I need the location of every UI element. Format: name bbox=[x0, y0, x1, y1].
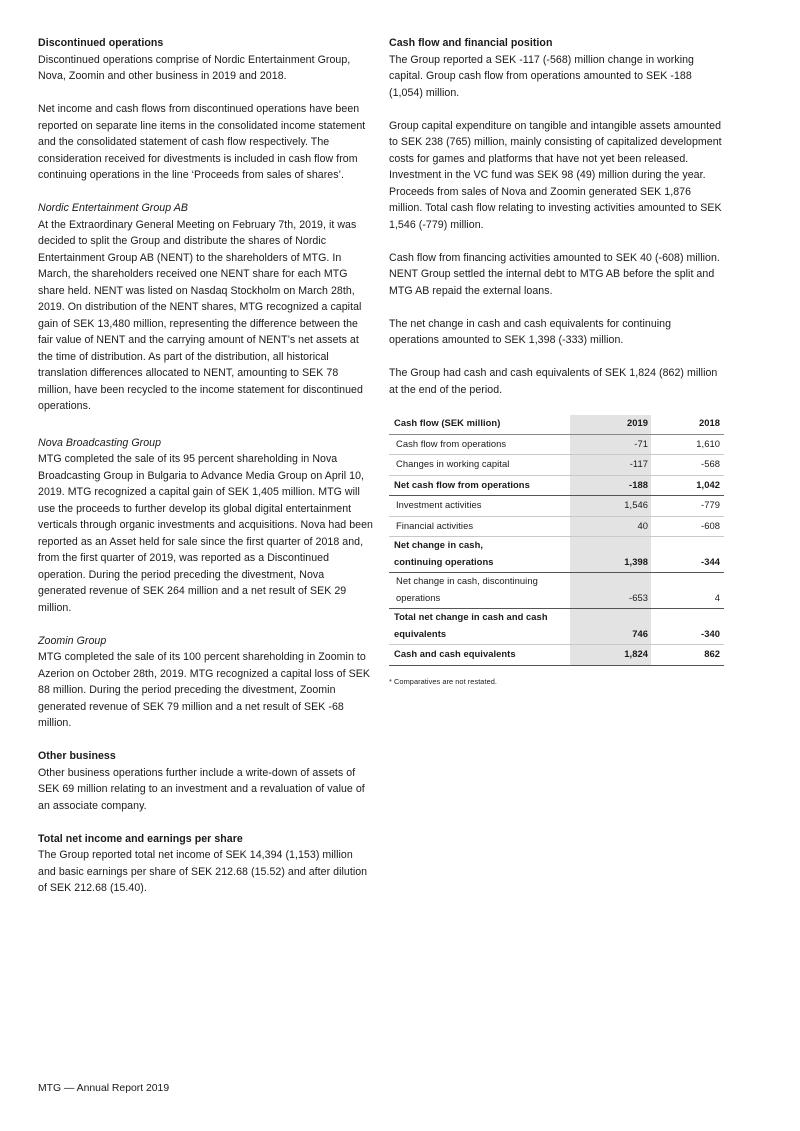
row-2018: -779 bbox=[651, 496, 724, 517]
table-row bbox=[389, 475, 724, 496]
table-row bbox=[389, 645, 724, 666]
section-body: The Group had cash and cash equivalents of SEK 1,824 (862) million at the end of the period. bbox=[389, 367, 718, 396]
section-body: The net change in cash and cash equivalents for continuing operations amounted to SEK 1,398 (-333) million. bbox=[389, 317, 672, 346]
section-cash-flow-financial-position bbox=[389, 35, 724, 101]
table-header-row bbox=[389, 415, 724, 435]
section-total-net-income bbox=[38, 831, 373, 897]
section-body: At the Extraordinary General Meeting on February 7th, 2019, it was decided to split the Group and distribute the shares of Nordic Entertainment Group AB (NENT) to the shareholders of MTG. In March, the shareholders received one NENT share for each MTG share held. NENT was listed on Nasdaq Stockholm on March 28th, 2019. On distribution of the NENT shares, MTG recognized a capital gain of SEK 13,480 million, representing the difference between the fair value of NENT and the carrying amount of NENT’s net assets at the time of distribution. As part of the distribution, all historical translation differences allocated to NENT, amounting to SEK 78 million, have been recycled to the income statement for discontinued operations. bbox=[38, 218, 363, 412]
section-heading: Other business bbox=[38, 750, 116, 762]
section-zoomin bbox=[38, 633, 373, 732]
row-label: Net cash flow from operations bbox=[389, 475, 570, 496]
row-2018: 1,042 bbox=[651, 475, 724, 496]
row-label: Financial activities bbox=[389, 516, 570, 537]
row-2018: -340 bbox=[651, 609, 724, 645]
row-label-line2: continuing operations bbox=[394, 555, 494, 567]
left-column bbox=[38, 35, 373, 913]
row-2018: 862 bbox=[651, 645, 724, 666]
section-body: MTG completed the sale of its 95 percent shareholding in Nova Broadcasting Group in Bulgaria to Advance Media Group on April 10, 2019. MTG recognized a capital gain of SEK 1,405 million. MTG will use the proceeds to further develop its global digital entertainment verticals through organic investments and acquisitions. Nova had been reported as an Asset held for sale since the first quarter of 2018 and, from the first quarter of 2019, was reported as a Discontinued operation. During the period preceding the divestment, Nova generated revenue of SEK 264 million and a net result of SEK 29 million. bbox=[38, 453, 373, 614]
row-label: Cash flow from operations bbox=[389, 434, 570, 455]
row-label-line2: equivalents bbox=[394, 627, 447, 639]
row-2018: -568 bbox=[651, 455, 724, 476]
row-2018: 1,610 bbox=[651, 434, 724, 455]
row-label-line1: Total net change in cash and cash bbox=[394, 611, 548, 622]
row-label bbox=[389, 537, 570, 573]
section-body: Cash flow from financing activities amounted to SEK 40 (-608) million. NENT Group settled the internal debt to MTG AB before the split and MTG AB repaid the external loans. bbox=[389, 251, 720, 297]
section-other-business bbox=[38, 748, 373, 814]
section-financing-activities bbox=[389, 250, 724, 300]
section-body: Group capital expenditure on tangible and intangible assets amounted to SEK 238 (765) million, mainly consisting of capitalized development costs for games and platforms that have not yet been released. Investment in the VC fund was SEK 98 (49) million during the year. Proceeds from sales of Nova and Zoomin generated SEK 1,876 million. Total cash flow relating to investing activities amounted to SEK 1,546 (-779) million. bbox=[389, 119, 722, 231]
row-2018: -344 bbox=[651, 537, 724, 573]
table-row bbox=[389, 573, 724, 609]
section-heading: Total net income and earnings per share bbox=[38, 832, 243, 845]
table-row bbox=[389, 516, 724, 537]
row-2019: -71 bbox=[570, 434, 651, 455]
section-discontinued-operations bbox=[38, 35, 373, 85]
row-label: Cash and cash equivalents bbox=[389, 645, 570, 666]
table-row bbox=[389, 609, 724, 645]
section-nent bbox=[38, 200, 373, 415]
section-heading: Cash flow and financial position bbox=[389, 37, 553, 49]
section-body: MTG completed the sale of its 100 percent shareholding in Zoomin to Azerion on October 28th, 2019. MTG recognized a capital loss of SEK 88 million. During the period preceding the divestment, Zoomin generated revenue of SEK 79 million and a net result of SEK -68 million. bbox=[38, 651, 370, 729]
row-label-line1: Net change in cash, bbox=[394, 539, 483, 550]
section-body: Discontinued operations comprise of Nordic Entertainment Group, Nova, Zoomin and other business in 2019 and 2018. bbox=[38, 53, 351, 82]
row-2019: -653 bbox=[570, 573, 651, 609]
row-2019: -117 bbox=[570, 455, 651, 476]
row-label-line2: operations bbox=[396, 591, 441, 603]
row-label bbox=[389, 573, 570, 609]
cash-flow-table bbox=[389, 415, 724, 666]
row-label: Investment activities bbox=[389, 496, 570, 517]
row-2019: -188 bbox=[570, 475, 651, 496]
section-net-income-cash-flows bbox=[38, 101, 373, 184]
table-row bbox=[389, 434, 724, 455]
section-heading: Nordic Entertainment Group AB bbox=[38, 202, 189, 214]
header-2019: 2019 bbox=[570, 415, 651, 435]
row-label bbox=[389, 609, 570, 645]
row-2019: 1,824 bbox=[570, 645, 651, 666]
row-2018: -608 bbox=[651, 516, 724, 537]
section-body: The Group reported a SEK -117 (-568) million change in working capital. Group cash flow from operations amounted to SEK -188 (1,054) million. bbox=[389, 53, 694, 99]
row-2019: 1,398 bbox=[570, 537, 651, 573]
row-2018: 4 bbox=[651, 573, 724, 609]
section-net-change-continuing bbox=[389, 316, 724, 349]
section-body: Net income and cash flows from discontinued operations have been reported on separate line items in the consolidated income statement and the consolidated statement of cash flow respectively. The consideration received for divestments is included in cash flow from continuing operations in the line ‘Proceeds from sales of shares’. bbox=[38, 103, 366, 181]
table-row bbox=[389, 537, 724, 573]
table-row bbox=[389, 455, 724, 476]
row-label-line1: Net change in cash, discontinuing bbox=[396, 575, 538, 586]
section-body: The Group reported total net income of SEK 14,394 (1,153) million and basic earnings per share of SEK 212.68 (15.52) and after dilution of SEK 212.68 (15.40). bbox=[38, 849, 368, 894]
table-row bbox=[389, 496, 724, 517]
row-label: Changes in working capital bbox=[389, 455, 570, 476]
section-cash-equivalents bbox=[389, 365, 724, 398]
header-2018: 2018 bbox=[651, 415, 724, 435]
cash-flow-table-wrap bbox=[389, 415, 724, 691]
row-2019: 40 bbox=[570, 516, 651, 537]
section-capital-expenditure bbox=[389, 118, 724, 234]
table-footnote: * Comparatives are not restated. bbox=[389, 676, 497, 686]
row-2019: 746 bbox=[570, 609, 651, 645]
section-heading: Nova Broadcasting Group bbox=[38, 436, 162, 449]
header-label: Cash flow (SEK million) bbox=[389, 415, 570, 435]
section-body: Other business operations further include a write-down of assets of SEK 69 million relating to an investment and a revaluation of value of an associate company. bbox=[38, 766, 365, 812]
page-footer: MTG — Annual Report 2019 bbox=[38, 1083, 170, 1094]
row-2019: 1,546 bbox=[570, 496, 651, 517]
section-heading: Discontinued operations bbox=[38, 37, 164, 49]
right-column bbox=[389, 35, 724, 690]
section-heading: Zoomin Group bbox=[38, 634, 107, 647]
section-nova bbox=[38, 435, 373, 617]
